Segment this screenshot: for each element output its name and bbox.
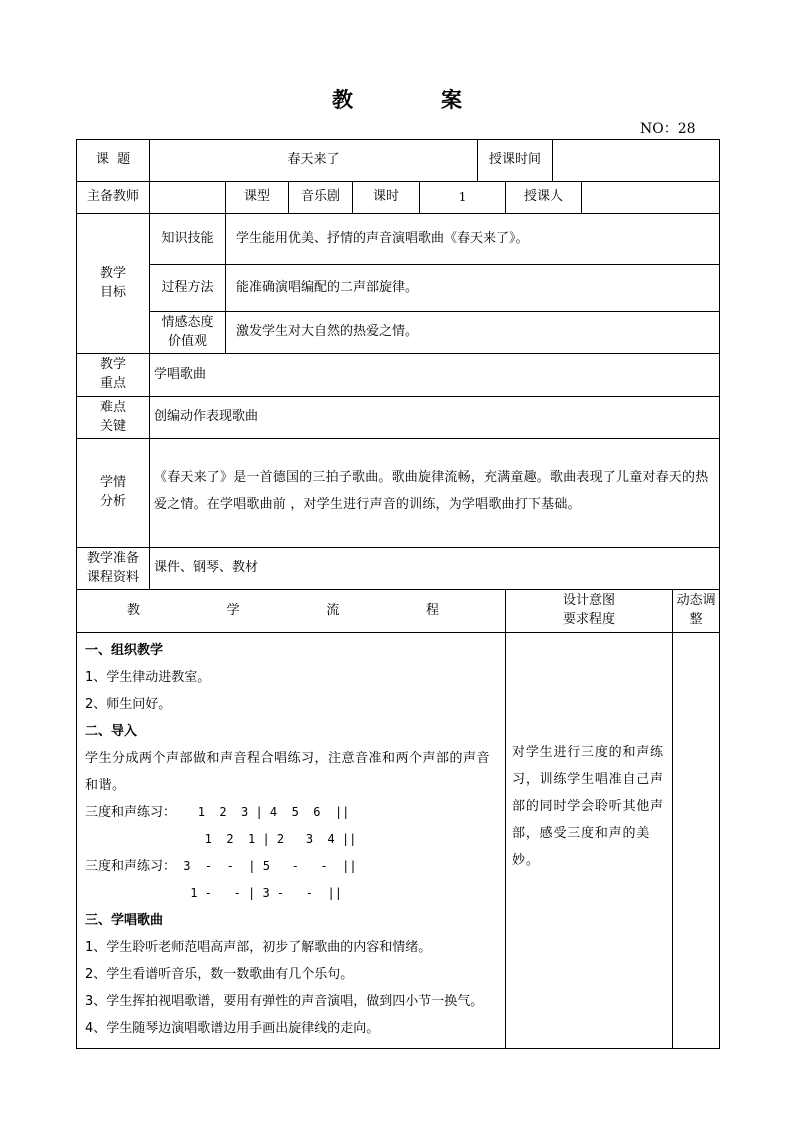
- page-title: [0, 84, 794, 114]
- focus-value: 学唱歌曲: [150, 354, 720, 397]
- time-value: [553, 140, 720, 182]
- lecturer-label: 授课人: [506, 182, 582, 214]
- analysis-value: 《春天来了》是一首德国的三拍子歌曲。歌曲旋律流畅，充满童趣。歌曲表现了儿童对春天的热爱之情。在学唱歌曲前 ，对学生进行声音的训练，为学唱歌曲打下基础。: [150, 439, 720, 548]
- section-intro: 二、导入: [85, 724, 138, 739]
- process-header: 教 学 流 程: [77, 590, 506, 633]
- process-body: [77, 633, 506, 1049]
- prep-label: 教学准备 课程资料: [77, 548, 150, 590]
- list-item: 3、学生挥拍视唱歌谱，要用有弹性的声音演唱，做到四小节一换气。: [85, 994, 484, 1009]
- list-item: 1、学生律动进教室。: [85, 670, 211, 685]
- analysis-label: 学情 分析: [77, 439, 150, 548]
- list-item: 4、学生随琴边演唱歌谱边用手画出旋律线的走向。: [85, 1021, 380, 1036]
- title-left: 教: [332, 88, 353, 112]
- title-right: 案: [441, 88, 462, 112]
- difficulty-value: 创编动作表现歌曲: [150, 397, 720, 439]
- section-organize: 一、组织教学: [85, 643, 164, 658]
- list-item: 2、学生看谱听音乐，数一数歌曲有几个乐句。: [85, 967, 354, 982]
- goal-process-value: 能准确演唱编配的二声部旋律。: [226, 265, 720, 312]
- goal-emotion-label: 情感态度 价值观: [150, 312, 226, 354]
- scale-exercise-1-lower: 1 2 1 | 2 3 4 ||: [183, 832, 357, 846]
- type-label: 课型: [226, 182, 289, 214]
- goal-emotion-value: 激发学生对大自然的热爱之情。: [226, 312, 720, 354]
- intro-text: 学生分成两个声部做和声音程合唱练习，注意音准和两个声部的声音和谐。: [85, 751, 491, 793]
- subject-value: 春天来了: [150, 140, 478, 182]
- focus-label: 教学 重点: [77, 354, 150, 397]
- goal-knowledge-label: 知识技能: [150, 214, 226, 265]
- hours-label: 课时: [353, 182, 420, 214]
- adjust-header: 动态调整: [673, 590, 720, 633]
- scale-exercise-2: 三度和声练习： 3 - - | 5 - - ||: [85, 859, 357, 874]
- goal-process-label: 过程方法: [150, 265, 226, 312]
- section-learn-song: 三、学唱歌曲: [85, 913, 164, 928]
- lesson-plan-table: [76, 139, 720, 1049]
- type-value: 音乐剧: [289, 182, 353, 214]
- prep-value: 课件、钢琴、教材: [150, 548, 720, 590]
- design-header: 设计意图 要求程度: [506, 590, 673, 633]
- hours-value: 1: [420, 182, 506, 214]
- subject-label: 课 题: [77, 140, 150, 182]
- list-item: 2、师生问好。: [85, 697, 172, 712]
- teacher-label: 主备教师: [77, 182, 150, 214]
- lecturer-value: [582, 182, 720, 214]
- document-number: NO：28: [640, 121, 696, 137]
- goals-label: 教学 目标: [77, 214, 150, 354]
- dynamic-adjust: [673, 633, 720, 1049]
- teacher-value: [150, 182, 226, 214]
- difficulty-label: 难点 关键: [77, 397, 150, 439]
- scale-exercise-1: 三度和声练习： 1 2 3 | 4 5 6 ||: [85, 805, 350, 820]
- list-item: 1、学生聆听老师范唱高声部，初步了解歌曲的内容和情绪。: [85, 940, 432, 955]
- time-label: 授课时间: [478, 140, 553, 182]
- scale-exercise-2-lower: 1 - - | 3 - - ||: [183, 886, 342, 900]
- goal-knowledge-value: 学生能用优美、抒情的声音演唱歌曲《春天来了》。: [226, 214, 720, 265]
- design-intent: 对学生进行三度的和声练习，训练学生唱准自己声部的同时学会聆听其他声部，感受三度和声的美妙。: [506, 633, 673, 1049]
